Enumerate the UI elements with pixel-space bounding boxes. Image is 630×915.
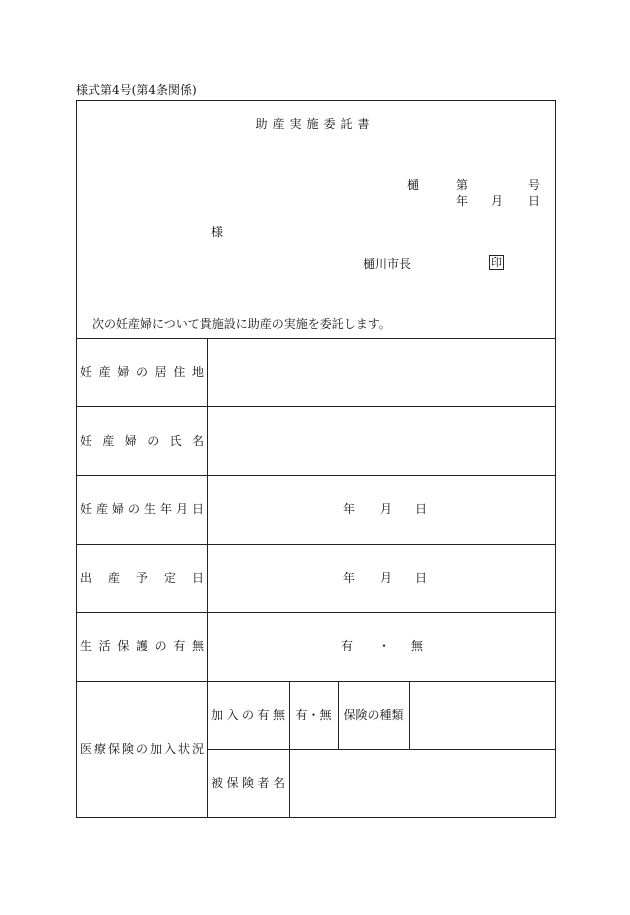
issuer-name: 樋川市長 [363,257,412,271]
insurance-status-label: 医療保険の加入状況 [80,742,204,756]
row-divider [76,544,556,545]
row-divider [76,406,556,407]
issue-date-day: 日 [528,194,541,208]
insurance-enrolled-value: 有・無 [295,708,332,722]
table-top-border [76,338,556,339]
name-label: 妊産婦の氏名 [80,434,204,448]
welfare-no: 無 [411,639,424,653]
row-divider [207,749,556,750]
column-divider [409,681,410,749]
request-text: 次の妊産婦について貴施設に助産の実施を委託します。 [92,317,391,331]
due-date-day: 日 [415,571,428,585]
welfare-yes: 有 [341,639,354,653]
number-go: 号 [528,178,541,192]
address-label: 妊産婦の居住地 [80,365,204,379]
issue-date-year: 年 [456,194,469,208]
welfare-label: 生活保護の有無 [80,639,204,653]
column-divider [289,681,290,818]
addressee-suffix: 様 [211,225,224,239]
birthdate-day: 日 [415,502,428,516]
form-reference: 様式第4号(第4条関係) [76,83,197,97]
row-divider [76,475,556,476]
column-divider [207,338,208,818]
due-date-month: 月 [380,571,393,585]
seal-mark: 印 [491,256,502,269]
row-divider [76,612,556,613]
insured-name-label: 被保険者名 [211,776,285,790]
birthdate-month: 月 [380,502,393,516]
row-divider [76,681,556,682]
number-prefix: 樋 [407,178,420,192]
birthdate-label: 妊産婦の生年月日 [80,502,204,516]
welfare-separator: ・ [378,639,391,653]
insurance-enrolled-label: 加入の有無 [211,708,285,722]
due-date-label: 出産予定日 [80,571,204,585]
number-dai: 第 [456,178,469,192]
issue-date-month: 月 [491,194,504,208]
due-date-year: 年 [343,571,356,585]
document-title: 助産実施委託書 [255,117,375,131]
insurance-type-label: 保険の種類 [343,708,404,722]
birthdate-year: 年 [343,502,356,516]
